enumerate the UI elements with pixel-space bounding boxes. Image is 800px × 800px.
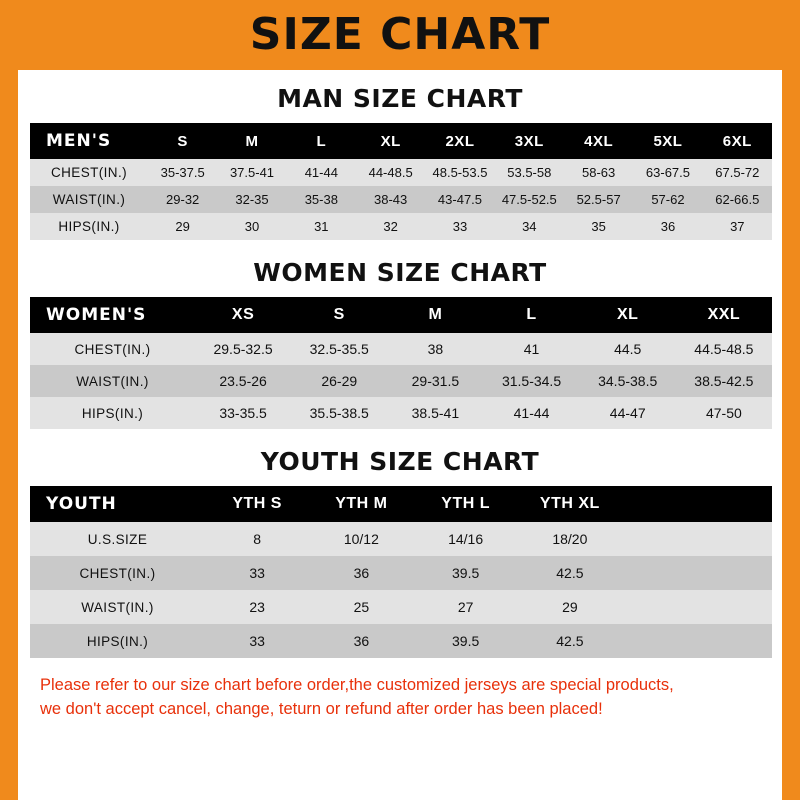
cell: 41 — [483, 333, 579, 365]
row-label: HIPS(IN.) — [30, 397, 195, 429]
cell: 29 — [148, 213, 217, 240]
table-row — [30, 590, 772, 624]
cell: 39.5 — [414, 624, 518, 658]
cell: 57-62 — [633, 186, 702, 213]
column-header: S — [177, 132, 188, 150]
cell: 41-44 — [483, 397, 579, 429]
column-header: L — [526, 306, 537, 323]
cell: 44.5-48.5 — [676, 333, 772, 365]
cell: 38 — [387, 333, 483, 365]
cell: 38-43 — [356, 186, 425, 213]
cell: 39.5 — [414, 556, 518, 590]
cell: 35 — [564, 213, 633, 240]
row-label: CHEST(IN.) — [30, 333, 195, 365]
column-header: XL — [616, 306, 639, 323]
column-header: M — [428, 306, 443, 323]
table-row — [30, 624, 772, 658]
cell-spacer — [622, 556, 772, 590]
cell-spacer — [622, 522, 772, 556]
table-row — [30, 186, 772, 213]
table-header-row — [30, 486, 772, 522]
cell: 32.5-35.5 — [291, 333, 387, 365]
cell: 8 — [205, 522, 309, 556]
column-header: XXL — [707, 306, 741, 323]
cell: 47-50 — [676, 397, 772, 429]
cell: 34.5-38.5 — [580, 365, 676, 397]
cell: 43-47.5 — [425, 186, 494, 213]
cell-spacer — [622, 624, 772, 658]
row-label: HIPS(IN.) — [30, 624, 205, 658]
order-notice-line-2: we don't accept cancel, change, teturn or refund after order has been placed! — [40, 699, 603, 718]
cell: 44-47 — [580, 397, 676, 429]
column-header: M — [245, 132, 259, 150]
women-size-table — [30, 297, 772, 429]
banner — [0, 0, 800, 70]
column-header: 6XL — [722, 132, 752, 150]
youth-size-table — [30, 486, 772, 658]
cell: 35.5-38.5 — [291, 397, 387, 429]
cell: 53.5-58 — [495, 159, 564, 186]
cell: 32 — [356, 213, 425, 240]
cell: 38.5-41 — [387, 397, 483, 429]
cell: 37.5-41 — [217, 159, 286, 186]
cell: 44.5 — [580, 333, 676, 365]
row-label: CHEST(IN.) — [30, 159, 148, 186]
column-header: MEN'S — [46, 131, 112, 151]
column-header: WOMEN'S — [46, 305, 147, 325]
row-label: WAIST(IN.) — [30, 590, 205, 624]
cell: 63-67.5 — [633, 159, 702, 186]
order-notice-line-1: Please refer to our size chart before order,the customized jerseys are special products, — [40, 676, 674, 694]
table-row — [30, 365, 772, 397]
cell: 23 — [205, 590, 309, 624]
column-header-spacer — [622, 486, 772, 522]
cell: 37 — [703, 213, 772, 240]
order-notice — [40, 674, 760, 722]
column-header: 4XL — [584, 132, 614, 150]
cell: 10/12 — [309, 522, 413, 556]
page-title: SIZE CHART — [249, 9, 551, 60]
cell: 42.5 — [518, 556, 622, 590]
cell: 32-35 — [217, 186, 286, 213]
column-header: 3XL — [514, 132, 544, 150]
column-header: YOUTH — [46, 494, 117, 514]
cell: 33 — [205, 624, 309, 658]
cell: 26-29 — [291, 365, 387, 397]
cell: 14/16 — [414, 522, 518, 556]
table-row — [30, 556, 772, 590]
column-header: 2XL — [445, 132, 475, 150]
women-section-title: WOMEN SIZE CHART — [253, 258, 547, 287]
table-header-row — [30, 297, 772, 333]
cell: 33 — [425, 213, 494, 240]
table-row — [30, 159, 772, 186]
cell: 42.5 — [518, 624, 622, 658]
row-label: WAIST(IN.) — [30, 365, 195, 397]
cell: 58-63 — [564, 159, 633, 186]
row-label: U.S.SIZE — [30, 522, 205, 556]
cell: 33 — [205, 556, 309, 590]
cell: 31 — [287, 213, 356, 240]
cell: 29-31.5 — [387, 365, 483, 397]
cell: 18/20 — [518, 522, 622, 556]
cell-spacer — [622, 590, 772, 624]
cell: 62-66.5 — [703, 186, 772, 213]
column-header: XS — [231, 306, 255, 323]
column-header: S — [333, 306, 345, 323]
table-row — [30, 333, 772, 365]
table-header-row — [30, 123, 772, 159]
cell: 44-48.5 — [356, 159, 425, 186]
cell: 29 — [518, 590, 622, 624]
cell: 48.5-53.5 — [425, 159, 494, 186]
column-header: YTH XL — [539, 495, 600, 512]
column-header: YTH S — [232, 495, 282, 512]
table-row — [30, 397, 772, 429]
cell: 47.5-52.5 — [495, 186, 564, 213]
column-header: YTH M — [335, 495, 388, 512]
cell: 67.5-72 — [703, 159, 772, 186]
cell: 36 — [309, 556, 413, 590]
column-header: 5XL — [653, 132, 683, 150]
cell: 36 — [633, 213, 702, 240]
cell: 25 — [309, 590, 413, 624]
man-section-title: MAN SIZE CHART — [277, 84, 523, 113]
cell: 29.5-32.5 — [195, 333, 291, 365]
cell: 36 — [309, 624, 413, 658]
column-header: L — [316, 132, 327, 150]
cell: 38.5-42.5 — [676, 365, 772, 397]
cell: 29-32 — [148, 186, 217, 213]
row-label: WAIST(IN.) — [30, 186, 148, 213]
cell: 35-38 — [287, 186, 356, 213]
cell: 41-44 — [287, 159, 356, 186]
column-header: XL — [380, 132, 401, 150]
cell: 52.5-57 — [564, 186, 633, 213]
table-row — [30, 522, 772, 556]
cell: 34 — [495, 213, 564, 240]
cell: 30 — [217, 213, 286, 240]
cell: 35-37.5 — [148, 159, 217, 186]
cell: 33-35.5 — [195, 397, 291, 429]
cell: 23.5-26 — [195, 365, 291, 397]
man-size-table — [30, 123, 772, 240]
row-label: HIPS(IN.) — [30, 213, 148, 240]
content — [18, 84, 782, 722]
cell: 31.5-34.5 — [483, 365, 579, 397]
cell: 27 — [414, 590, 518, 624]
column-header: YTH L — [441, 495, 490, 512]
row-label: CHEST(IN.) — [30, 556, 205, 590]
table-row — [30, 213, 772, 240]
youth-section-title: YOUTH SIZE CHART — [260, 447, 540, 476]
